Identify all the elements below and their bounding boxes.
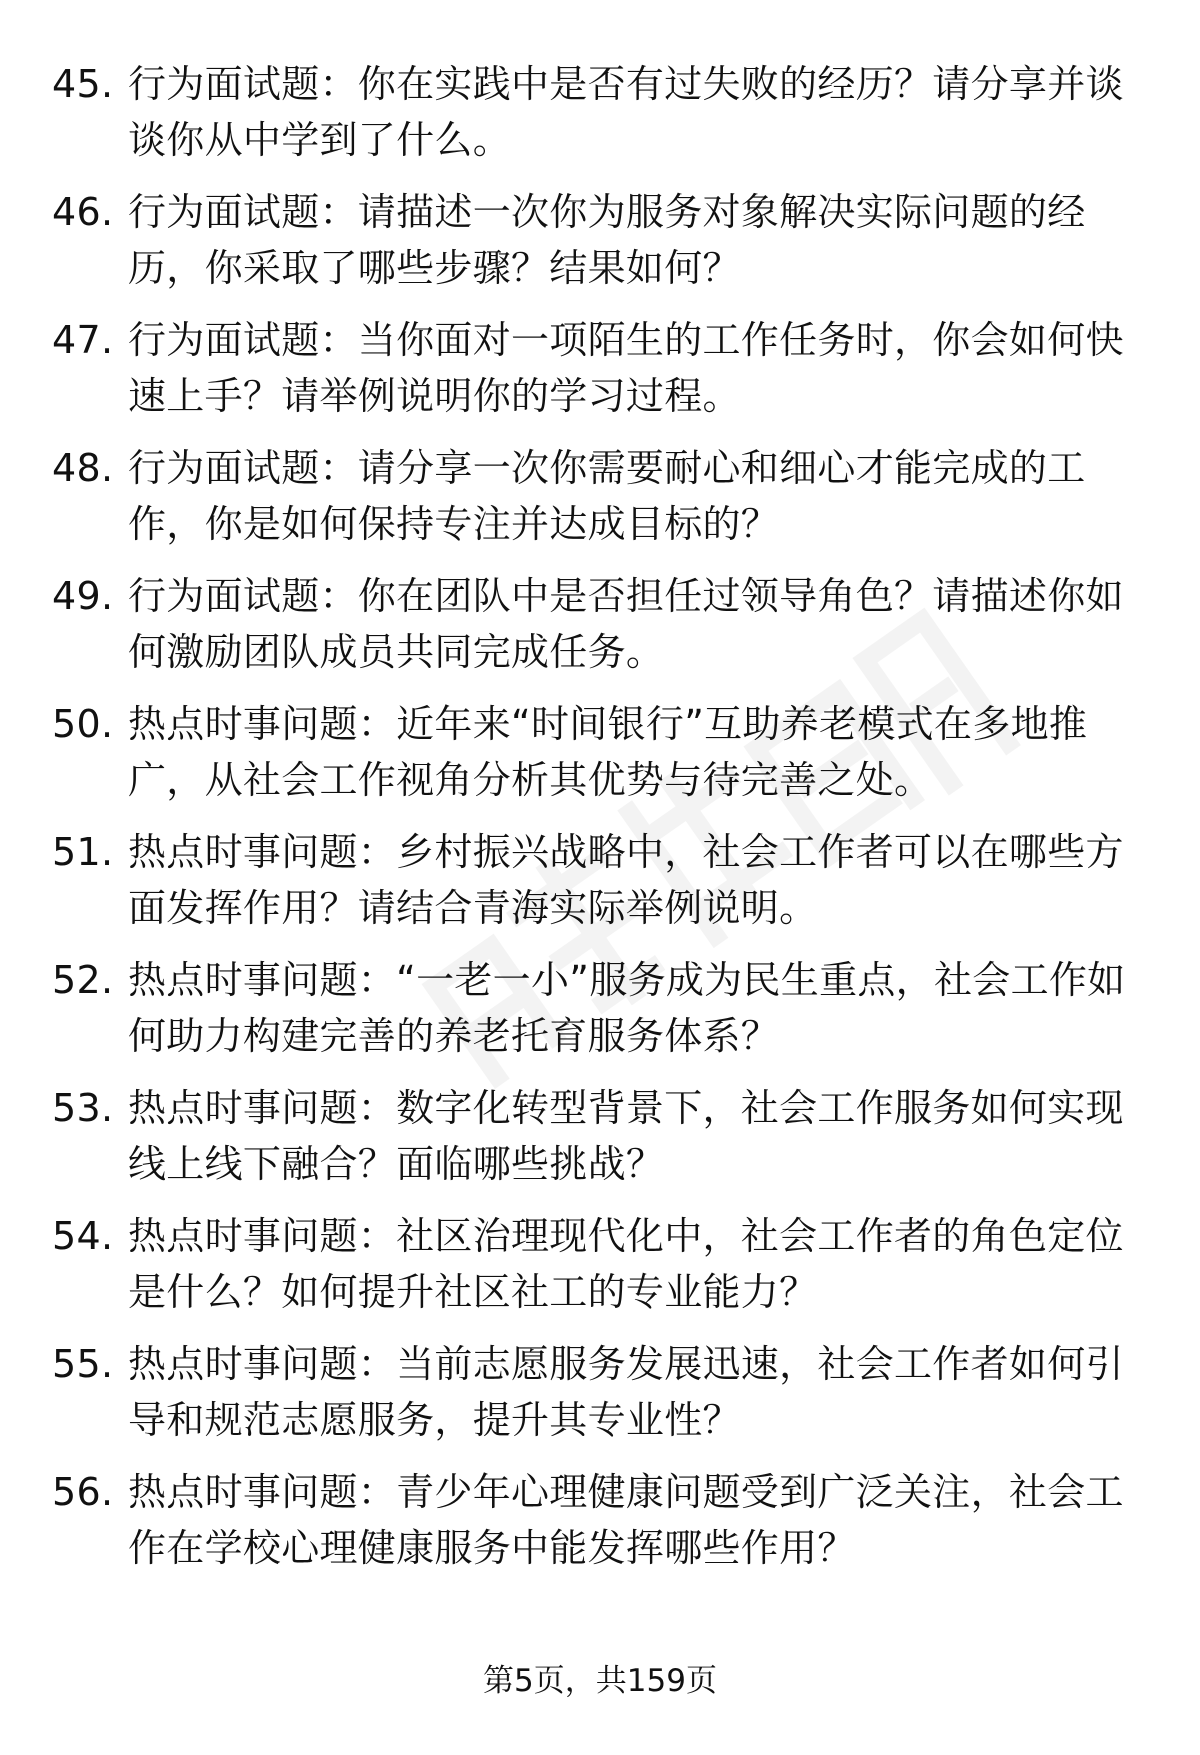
question-number: 54. [52,1214,114,1258]
question-item [52,312,1152,424]
question-list [52,56,1152,1592]
question-number: 55. [52,1342,114,1386]
question-item [52,1208,1152,1320]
question-text: 热点时事问题：近年来“时间银行”互助养老模式在多地推广，从社会工作视角分析其优势与待完善之处。 [128,702,1088,802]
question-number: 49. [52,574,114,618]
question-number: 53. [52,1086,114,1130]
question-text: 热点时事问题：乡村振兴战略中，社会工作者可以在哪些方面发挥作用？请结合青海实际举例说明。 [128,830,1124,930]
question-item [52,1080,1152,1192]
question-text: 热点时事问题：当前志愿服务发展迅速，社会工作者如何引导和规范志愿服务，提升其专业性？ [128,1342,1124,1442]
page-footer: 第5页，共159页 [483,1663,717,1699]
question-number: 51. [52,830,114,874]
question-number: 56. [52,1470,114,1514]
question-text: 热点时事问题：青少年心理健康问题受到广泛关注，社会工作在学校心理健康服务中能发挥哪些作用？ [128,1470,1124,1570]
question-text: 行为面试题：请描述一次你为服务对象解决实际问题的经历，你采取了哪些步骤？结果如何？ [128,190,1086,290]
question-text: 行为面试题：请分享一次你需要耐心和细心才能完成的工作，你是如何保持专注并达成目标的？ [128,446,1086,546]
question-item [52,696,1152,808]
question-item [52,568,1152,680]
question-item [52,440,1152,552]
question-number: 52. [52,958,114,1002]
question-number: 45. [52,62,114,106]
question-number: 48. [52,446,114,490]
question-item [52,824,1152,936]
question-text: 热点时事问题：社区治理现代化中，社会工作者的角色定位是什么？如何提升社区社工的专业能力？ [128,1214,1124,1314]
question-text: 热点时事问题：“一老一小”服务成为民生重点，社会工作如何助力构建完善的养老托育服务体系？ [128,958,1126,1058]
question-text: 行为面试题：当你面对一项陌生的工作任务时，你会如何快速上手？请举例说明你的学习过程。 [128,318,1124,418]
question-text: 行为面试题：你在团队中是否担任过领导角色？请描述你如何激励团队成员共同完成任务。 [128,574,1124,674]
question-item [52,1464,1152,1576]
question-item [52,1336,1152,1448]
question-item [52,184,1152,296]
question-item [52,56,1152,168]
question-number: 50. [52,702,114,746]
question-number: 47. [52,318,114,362]
question-item [52,952,1152,1064]
question-number: 46. [52,190,114,234]
question-text: 行为面试题：你在实践中是否有过失败的经历？请分享并谈谈你从中学到了什么。 [128,62,1124,162]
question-text: 热点时事问题：数字化转型背景下，社会工作服务如何实现线上线下融合？面临哪些挑战？ [128,1086,1124,1186]
